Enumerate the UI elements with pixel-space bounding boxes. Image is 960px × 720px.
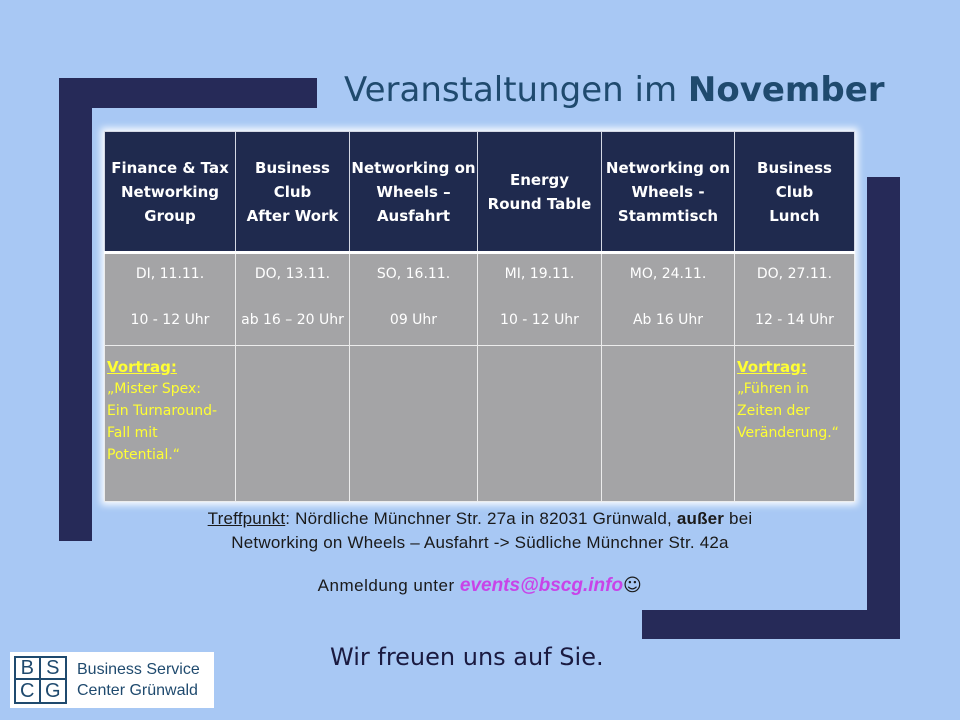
meeting-point-line2: Networking on Wheels – Ausfahrt -> Südliche Münchner Str. 42a <box>231 533 729 552</box>
event-time: 09 Uhr <box>389 312 438 328</box>
empty-cell <box>602 346 735 502</box>
event-header: Finance & Tax Networking Group <box>105 132 236 253</box>
email-link[interactable]: events@bscg.info <box>459 575 624 596</box>
company-logo <box>10 652 214 708</box>
event-date-cell <box>602 253 735 346</box>
event-time: 10 - 12 Uhr <box>500 312 579 328</box>
empty-cell <box>236 346 350 502</box>
event-date: SO, 16.11. <box>376 266 451 282</box>
event-header: Business Club Lunch <box>735 132 855 253</box>
event-header: Business Club After Work <box>236 132 350 253</box>
talk-label: Vortrag: <box>737 358 807 376</box>
talk-label: Vortrag: <box>107 358 177 376</box>
smiley-icon: ☺ <box>623 575 643 596</box>
logo-text: Business Service Center Grünwald <box>77 661 200 699</box>
event-time: 10 - 12 Uhr <box>130 312 210 328</box>
event-date-cell <box>478 253 602 346</box>
empty-cell <box>350 346 478 502</box>
frame-top-bar <box>59 78 317 108</box>
table-row-talks <box>105 346 855 502</box>
meeting-point: Treffpunkt: Nördliche Münchner Str. 27a in 82031 Grünwald, außer bei Networking on Wheels – Ausfahrt -> Südliche Münchner Str. 42a <box>0 507 960 555</box>
event-date-cell <box>735 253 855 346</box>
event-date-cell <box>236 253 350 346</box>
event-date: DO, 13.11. <box>254 266 331 282</box>
talk-cell: Vortrag: „Führen in Zeiten der Veränderung.“ <box>735 346 855 502</box>
frame-left-bar <box>59 78 92 541</box>
event-header: Networking on Wheels – Ausfahrt <box>350 132 478 253</box>
meeting-point-label: Treffpunkt <box>207 509 286 528</box>
event-date: MO, 24.11. <box>629 266 707 282</box>
frame-right-bar <box>867 177 900 639</box>
event-date: DO, 27.11. <box>756 266 833 282</box>
registration: Anmeldung unter events@bscg.info☺ <box>317 575 643 596</box>
event-time: 12 - 14 Uhr <box>755 312 834 328</box>
event-schedule-table <box>104 131 855 502</box>
bscg-logo-icon: B S C G <box>14 656 67 704</box>
event-date-cell <box>105 253 236 346</box>
event-date: DI, 11.11. <box>135 266 205 282</box>
title-bold: November <box>687 70 885 110</box>
page-title <box>344 70 885 110</box>
event-header: Networking on Wheels - Stammtisch <box>602 132 735 253</box>
event-time: Ab 16 Uhr <box>632 312 704 328</box>
frame-bottom-bar <box>642 610 900 639</box>
table-row-dates <box>105 253 855 346</box>
event-date-cell <box>350 253 478 346</box>
empty-cell <box>478 346 602 502</box>
talk-cell: Vortrag: „Mister Spex: Ein Turnaround- Fall mit Potential.“ <box>105 346 236 502</box>
event-date: MI, 19.11. <box>504 266 575 282</box>
closing-text: Wir freuen uns auf Sie. <box>330 643 604 671</box>
meeting-point-except: außer <box>676 509 725 528</box>
event-time: ab 16 – 20 Uhr <box>241 312 344 328</box>
table-header-row <box>105 132 855 253</box>
event-header: Energy Round Table <box>478 132 602 253</box>
title-regular: Veranstaltungen im <box>344 70 678 110</box>
